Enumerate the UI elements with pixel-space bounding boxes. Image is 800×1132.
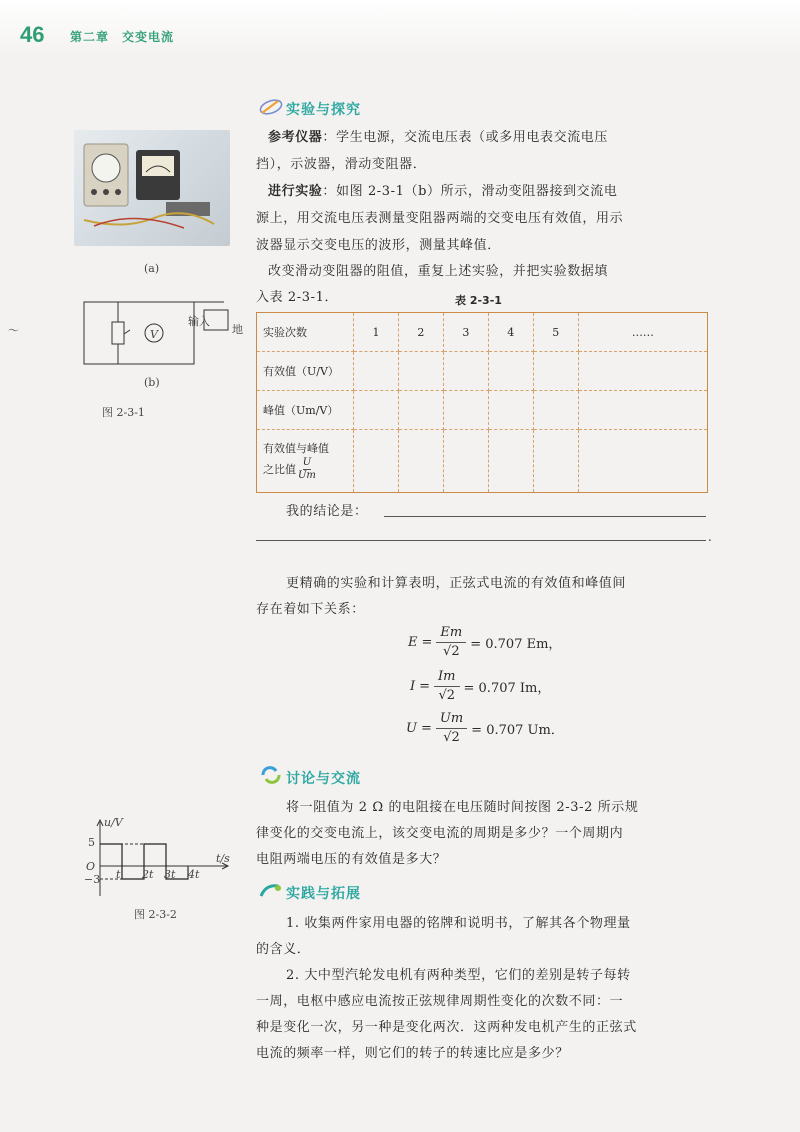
- ratio-label-line1: 有效值与峰值: [263, 442, 329, 455]
- figure-231-caption-b: (b): [144, 376, 160, 389]
- formula-e-denominator: √2: [443, 644, 460, 659]
- practice-item1-line1: 1. 收集两件家用电器的铭牌和说明书，了解其各个物理量: [286, 916, 631, 931]
- formula-i: I = $\frac{Im}{√2}$ = 0.707 Im，: [410, 669, 551, 703]
- table-row: [257, 430, 708, 493]
- discussion-section-icon: [258, 766, 284, 784]
- row-label-rms: 有效值（U/V）: [257, 352, 354, 391]
- procedure-line1: [268, 178, 718, 205]
- table-header-cell: 5: [533, 313, 578, 352]
- formula-u-rhs: = 0.707 Um．: [471, 723, 564, 738]
- graph-tick-4t: 4t: [188, 868, 200, 881]
- table-cell[interactable]: [488, 391, 533, 430]
- table-cell[interactable]: [578, 430, 707, 493]
- table-cell[interactable]: [533, 391, 578, 430]
- table-title: 表 2-3-1: [455, 294, 502, 307]
- figure-231-caption-a: (a): [144, 262, 160, 275]
- formula-i-rhs: = 0.707 Im，: [463, 681, 551, 696]
- graph-tick-t: t: [116, 868, 121, 881]
- formula-i-lhs: I: [410, 679, 416, 694]
- table-cell[interactable]: [354, 430, 399, 493]
- conclusion-label: 我的结论是：: [286, 504, 368, 519]
- table-header-row: [257, 313, 708, 352]
- formula-i-numerator: Im: [434, 668, 459, 687]
- discussion-section-title: 讨论与交流: [286, 771, 361, 787]
- procedure-label: 进行实验: [268, 184, 323, 199]
- label-ground: 地: [232, 323, 243, 336]
- graph-y-bottom: −3: [84, 873, 101, 886]
- table-row: [257, 391, 708, 430]
- graph-xlabel: t/s: [216, 852, 230, 865]
- instruments-label: 参考仪器: [268, 130, 323, 145]
- formula-u-lhs: U: [406, 721, 417, 736]
- practice-section-title: 实践与拓展: [286, 886, 361, 902]
- graph-y-top: 5: [88, 836, 95, 849]
- repeat-line2: 入表 2-3-1．: [256, 290, 339, 305]
- table-cell[interactable]: [578, 391, 707, 430]
- table-cell[interactable]: [488, 352, 533, 391]
- voltmeter-label: V: [150, 328, 158, 341]
- table-header-cell: ……: [578, 313, 707, 352]
- table-cell[interactable]: [443, 391, 488, 430]
- table-cell[interactable]: [398, 391, 443, 430]
- table-cell[interactable]: [354, 391, 399, 430]
- instruments-photo-drawing: [74, 130, 230, 246]
- ac-source-symbol: ～: [8, 324, 19, 337]
- label-input: 输入: [188, 315, 210, 328]
- practice-item2-line4: 电流的频率一样，则它们的转子的转速比应是多少？: [256, 1046, 569, 1061]
- procedure-text: ：如图 2-3-1（b）所示，滑动变阻器接到交流电: [322, 184, 618, 199]
- conclusion-period: .: [708, 530, 712, 544]
- graph-origin: O: [86, 860, 96, 873]
- discussion-line1: 将一阻值为 2 Ω 的电阻接在电压随时间按图 2-3-2 所示规: [286, 800, 639, 815]
- instruments-text-line2: 挡），示波器，滑动变阻器．: [256, 157, 427, 172]
- formula-e-lhs: E: [408, 635, 418, 650]
- table-cell[interactable]: [443, 352, 488, 391]
- circuit-diagram: [74, 296, 250, 370]
- row-label-ratio: [257, 430, 354, 493]
- instruments-photo: [74, 130, 230, 246]
- table-header-cell: 1: [354, 313, 399, 352]
- graph-tick-2t: 2t: [142, 868, 154, 881]
- formula-e-rhs: = 0.707 Em，: [470, 637, 562, 652]
- graph-ylabel: u/V: [104, 816, 123, 829]
- figure-231-caption: 图 2-3-1: [102, 406, 145, 419]
- table-header-cell: 4: [488, 313, 533, 352]
- practice-item2-line1: 2. 大中型汽轮发电机有两种类型，它们的差别是转子每转: [286, 968, 631, 983]
- instruments-text: ：学生电源，交流电压表（或多用电表交流电压: [322, 130, 609, 145]
- formula-e-numerator: Em: [436, 624, 466, 643]
- experiment-section-icon: [258, 98, 284, 116]
- data-table: [256, 312, 708, 493]
- figure-232-caption: 图 2-3-2: [134, 908, 177, 921]
- formula-u-numerator: Um: [436, 710, 467, 729]
- relation-line2: 存在着如下关系：: [256, 602, 365, 617]
- formula-e: E = $\frac{Em}{√2}$ = 0.707 Em，: [408, 625, 562, 659]
- procedure-line3: 波器显示交变电压的波形，测量其峰值．: [256, 238, 501, 253]
- table-cell[interactable]: [398, 430, 443, 493]
- discussion-line3: 电阻两端电压的有效值是多大？: [256, 852, 447, 867]
- table-header-cell: 2: [398, 313, 443, 352]
- table-row: [257, 352, 708, 391]
- table-cell[interactable]: [443, 430, 488, 493]
- page-number: 46: [20, 22, 45, 47]
- ratio-numerator: U: [302, 457, 312, 468]
- table-cell[interactable]: [488, 430, 533, 493]
- table-cell[interactable]: [533, 430, 578, 493]
- repeat-line1: 改变滑动变阻器的阻值，重复上述实验，并把实验数据填: [268, 264, 609, 279]
- procedure-line2: 源上，用交流电压表测量变阻器两端的交变电压有效值，用示: [256, 211, 624, 226]
- table-cell[interactable]: [578, 352, 707, 391]
- ratio-denominator: Um: [298, 470, 316, 481]
- ratio-fraction: [298, 457, 316, 482]
- practice-item2-line3: 种是变化一次，另一种是变化两次．这两种发电机产生的正弦式: [256, 1020, 637, 1035]
- graph-tick-3t: 3t: [164, 868, 176, 881]
- table-header-cell: 3: [443, 313, 488, 352]
- practice-item1-line2: 的含义．: [256, 942, 311, 957]
- discussion-line2: 律变化的交变电流上，该交变电流的周期是多少？一个周期内: [256, 826, 624, 841]
- table-header-cell: 实验次数: [257, 313, 354, 352]
- conclusion-line-1[interactable]: [384, 516, 706, 517]
- row-label-peak: 峰值（Um/V）: [257, 391, 354, 430]
- ratio-label-line2: 之比值: [263, 463, 296, 476]
- instruments-paragraph: [268, 124, 718, 151]
- practice-item2-line2: 一周，电枢中感应电流按正弦规律周期性变化的次数不同：一: [256, 994, 624, 1009]
- relation-line1: 更精确的实验和计算表明，正弦式电流的有效值和峰值间: [286, 576, 627, 591]
- table-cell[interactable]: [354, 352, 399, 391]
- table-cell[interactable]: [398, 352, 443, 391]
- experiment-section-title: 实验与探究: [286, 102, 361, 118]
- practice-section-icon: [258, 882, 284, 900]
- formula-i-denominator: √2: [438, 688, 456, 703]
- formula-u: U = $\frac{Um}{√2}$ = 0.707 Um．: [406, 711, 564, 745]
- table-cell[interactable]: [533, 352, 578, 391]
- chapter-title: 第二章 交变电流: [70, 30, 175, 44]
- formula-u-denominator: √2: [443, 730, 460, 745]
- conclusion-line-2[interactable]: [256, 540, 706, 541]
